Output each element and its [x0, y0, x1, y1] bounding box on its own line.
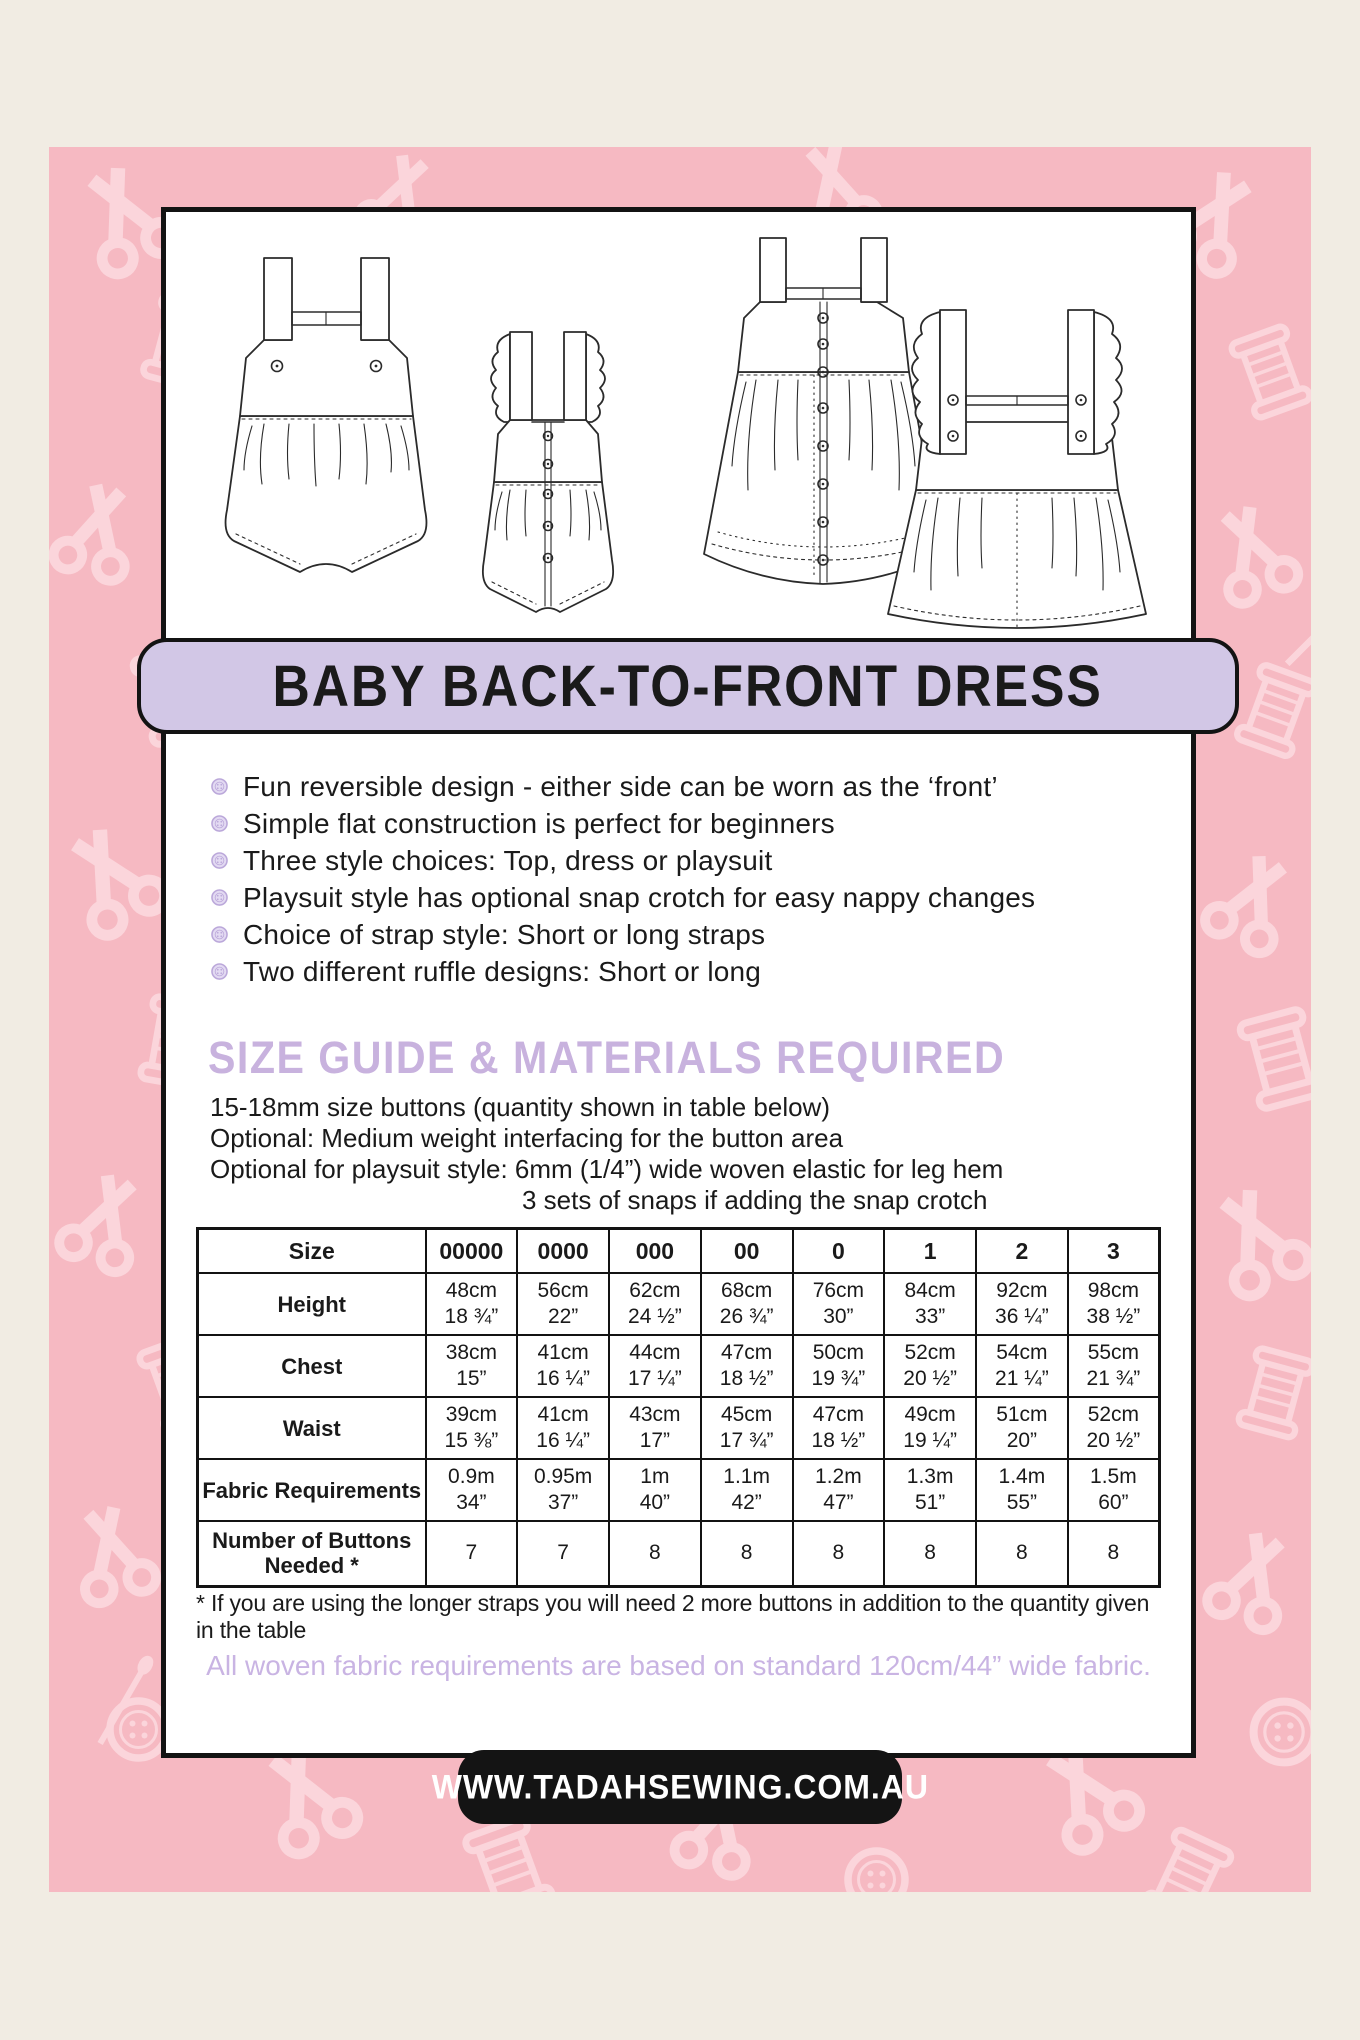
measurement-cell: 52cm 20 ½”: [1068, 1397, 1160, 1459]
playsuit-front-illustration: [194, 248, 459, 600]
website-banner: [431, 1750, 929, 1824]
buttons-cell: 8: [701, 1521, 793, 1586]
buttons-cell: 8: [884, 1521, 976, 1586]
measurement-cell: 47cm 18 ½”: [793, 1397, 885, 1459]
measurement-cell: 1m 40”: [609, 1459, 701, 1521]
measurement-cell: 1.3m 51”: [884, 1459, 976, 1521]
measurement-row: [198, 1459, 1160, 1521]
measurement-cell: 38cm 15”: [426, 1335, 518, 1397]
measurement-cell: 0.9m 34”: [426, 1459, 518, 1521]
row-label: Chest: [198, 1335, 426, 1397]
measurement-cell: 45cm 17 ¾”: [701, 1397, 793, 1459]
size-table-body: [198, 1229, 1160, 1587]
buttons-cell: 7: [517, 1521, 609, 1586]
materials-list: [210, 1092, 1003, 1216]
size-column-header: 00000: [426, 1229, 518, 1274]
size-guide-heading: SIZE GUIDE & MATERIALS REQUIRED: [208, 1032, 1006, 1083]
buttons-cell: 8: [793, 1521, 885, 1586]
material-line: Optional: Medium weight interfacing for the button area: [210, 1123, 844, 1153]
feature-item: [210, 916, 1150, 953]
button-bullet-icon: [210, 777, 229, 796]
button-bullet-icon: [210, 814, 229, 833]
feature-item: [210, 805, 1150, 842]
size-column-header: 00: [701, 1229, 793, 1274]
feature-item: [210, 879, 1150, 916]
buttons-cell: 8: [1068, 1521, 1160, 1586]
measurement-row: [198, 1273, 1160, 1335]
button-bullet-icon: [210, 962, 229, 981]
measurement-row: [198, 1397, 1160, 1459]
measurement-cell: 48cm 18 ¾”: [426, 1273, 518, 1335]
measurement-cell: 76cm 30”: [793, 1273, 885, 1335]
button-bullet-icon: [210, 851, 229, 870]
measurement-cell: 54cm 21 ¼”: [976, 1335, 1068, 1397]
measurement-cell: 55cm 21 ¾”: [1068, 1335, 1160, 1397]
measurement-cell: 47cm 18 ½”: [701, 1335, 793, 1397]
button-bullet-icon: [210, 925, 229, 944]
measurement-row: [198, 1335, 1160, 1397]
measurement-cell: 98cm 38 ½”: [1068, 1273, 1160, 1335]
feature-text: Choice of strap style: Short or long straps: [243, 918, 766, 950]
button-bullet-icon: [210, 888, 229, 907]
measurement-cell: 68cm 26 ¾”: [701, 1273, 793, 1335]
row-label: Height: [198, 1273, 426, 1335]
measurement-cell: 50cm 19 ¾”: [793, 1335, 885, 1397]
size-header-label: Size: [198, 1229, 426, 1274]
buttons-footnote: * If you are using the longer straps you will need 2 more buttons in addition to the quantity given in the table: [196, 1590, 1150, 1643]
measurement-cell: 1.4m 55”: [976, 1459, 1068, 1521]
size-column-header: 2: [976, 1229, 1068, 1274]
dress-back-illustration: [852, 304, 1182, 634]
measurement-cell: 84cm 33”: [884, 1273, 976, 1335]
feature-text: Simple flat construction is perfect for beginners: [243, 807, 835, 839]
feature-text: Playsuit style has optional snap crotch for easy nappy changes: [243, 881, 1036, 913]
feature-item: [210, 953, 1150, 990]
measurement-cell: 51cm 20”: [976, 1397, 1068, 1459]
feature-text: Three style choices: Top, dress or playsuit: [243, 844, 773, 876]
measurement-cell: 39cm 15 ⅜”: [426, 1397, 518, 1459]
website-url: WWW.TADAHSEWING.COM.AU: [431, 1767, 929, 1806]
measurement-cell: 1.2m 47”: [793, 1459, 885, 1521]
buttons-row: [198, 1521, 1160, 1586]
material-line: Optional for playsuit style: 6mm (1/4”) wide woven elastic for leg hem: [210, 1154, 1004, 1184]
measurement-cell: 41cm 16 ¼”: [517, 1335, 609, 1397]
size-column-header: 000: [609, 1229, 701, 1274]
measurement-cell: 49cm 19 ¼”: [884, 1397, 976, 1459]
feature-item: [210, 842, 1150, 879]
feature-list: [210, 768, 1150, 990]
row-label: Number of Buttons Needed *: [198, 1521, 426, 1586]
measurement-cell: 56cm 22”: [517, 1273, 609, 1335]
buttons-cell: 7: [426, 1521, 518, 1586]
size-table: [196, 1227, 1161, 1588]
feature-text: Two different ruffle designs: Short or long: [243, 955, 762, 987]
size-header-row: [198, 1229, 1160, 1274]
material-line-indented: 3 sets of snaps if adding the snap crotch: [522, 1185, 988, 1215]
material-line: 15-18mm size buttons (quantity shown in table below): [210, 1092, 830, 1122]
measurement-cell: 52cm 20 ½”: [884, 1335, 976, 1397]
buttons-cell: 8: [609, 1521, 701, 1586]
row-label: Fabric Requirements: [198, 1459, 426, 1521]
measurement-cell: 44cm 17 ¼”: [609, 1335, 701, 1397]
row-label: Waist: [198, 1397, 426, 1459]
measurement-cell: 0.95m 37”: [517, 1459, 609, 1521]
measurement-cell: 1.5m 60”: [1068, 1459, 1160, 1521]
playsuit-back-illustration: [458, 324, 638, 624]
size-column-header: 0000: [517, 1229, 609, 1274]
pattern-title: BABY BACK-TO-FRONT DRESS: [272, 653, 1104, 719]
size-column-header: 1: [884, 1229, 976, 1274]
size-column-header: 0: [793, 1229, 885, 1274]
size-column-header: 3: [1068, 1229, 1160, 1274]
title-banner: [137, 638, 1239, 734]
fabric-width-note: All woven fabric requirements are based on standard 120cm/44” wide fabric.: [206, 1650, 1151, 1681]
feature-text: Fun reversible design - either side can be worn as the ‘front’: [243, 770, 998, 802]
measurement-cell: 41cm 16 ¼”: [517, 1397, 609, 1459]
measurement-cell: 62cm 24 ½”: [609, 1273, 701, 1335]
pattern-card: [161, 207, 1196, 1758]
measurement-cell: 1.1m 42”: [701, 1459, 793, 1521]
buttons-cell: 8: [976, 1521, 1068, 1586]
measurement-cell: 92cm 36 ¼”: [976, 1273, 1068, 1335]
measurement-cell: 43cm 17”: [609, 1397, 701, 1459]
feature-item: [210, 768, 1150, 805]
